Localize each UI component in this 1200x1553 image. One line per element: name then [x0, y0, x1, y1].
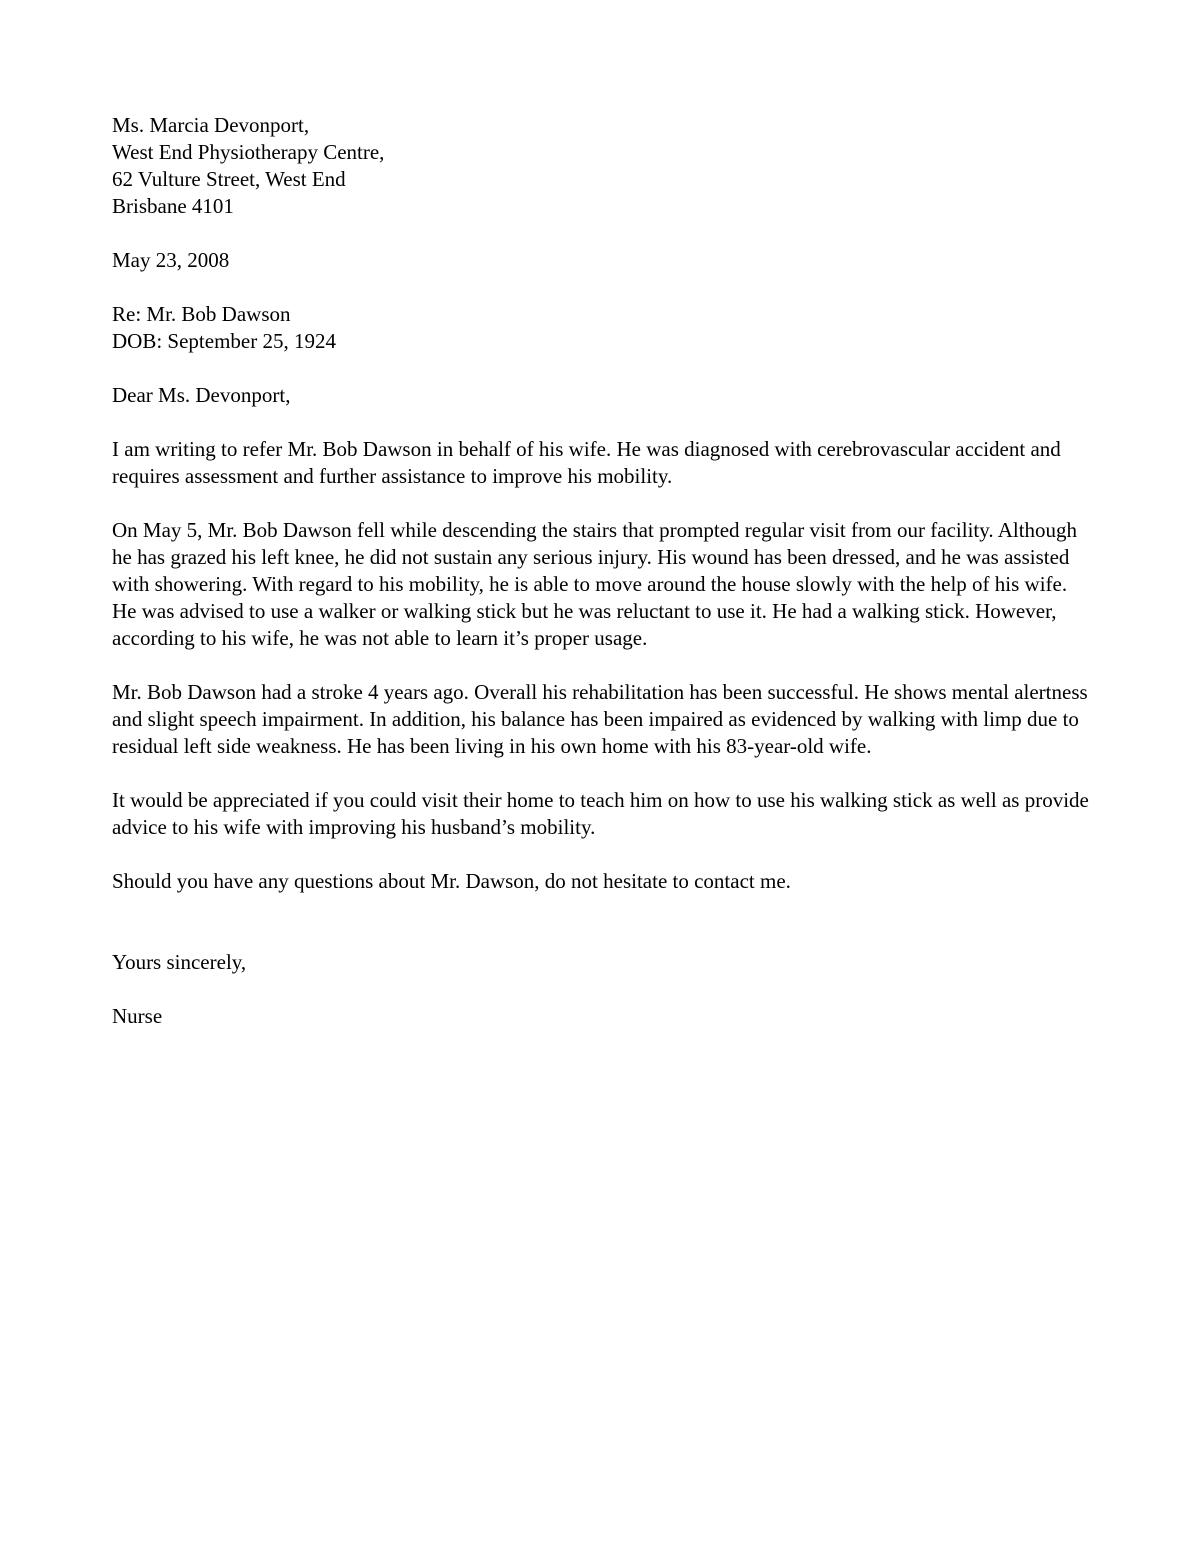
paragraph-history: Mr. Bob Dawson had a stroke 4 years ago. Overall his rehabilitation has been successful. He shows mental alertness and slight speech impairment. In addition, his balance has been impaired as evidenced by walking with limp due to residual left side weakness. He has been living in his own home with his 83-year-old wife.	[112, 680, 1088, 758]
salutation	[112, 382, 1092, 409]
paragraph-contact: Should you have any questions about Mr. Dawson, do not hesitate to contact me.	[112, 869, 791, 893]
paragraph-referral: I am writing to refer Mr. Bob Dawson in behalf of his wife. He was diagnosed with cerebrovascular accident and requires assessment and further assistance to improve his mobility.	[112, 437, 1061, 488]
paragraph-request: It would be appreciated if you could visit their home to teach him on how to use his walking stick as well as provide advice to his wife with improving his husband’s mobility.	[112, 788, 1089, 839]
recipient-city: Brisbane 4101	[112, 194, 234, 218]
reference-block	[112, 301, 1092, 355]
recipient-street: 62 Vulture Street, West End	[112, 167, 346, 191]
reference-dob: DOB: September 25, 1924	[112, 329, 336, 353]
closing-spacer	[112, 922, 1092, 949]
signature	[112, 1003, 1092, 1030]
salutation-text: Dear Ms. Devonport,	[112, 383, 291, 407]
recipient-organization: West End Physiotherapy Centre,	[112, 140, 385, 164]
letter-date	[112, 247, 1092, 274]
recipient-address	[112, 112, 1092, 220]
paragraph-incident: On May 5, Mr. Bob Dawson fell while descending the stairs that prompted regular visit from our facility. Although he has grazed his left knee, he did not sustain any serious injury. His wound has been dressed, and he was assisted with showering. With regard to his mobility, he is able to move around the house slowly with the help of his wife. He was advised to use a walker or walking stick but he was reluctant to use it. He had a walking stick. However, according to his wife, he was not able to learn it’s proper usage.	[112, 518, 1078, 650]
closing-text: Yours sincerely,	[112, 950, 247, 974]
date-text: May 23, 2008	[112, 248, 230, 272]
signature-text: Nurse	[112, 1004, 163, 1028]
letter-body	[112, 112, 1092, 1057]
closing	[112, 949, 1092, 976]
reference-re: Re: Mr. Bob Dawson	[112, 302, 291, 326]
recipient-name: Ms. Marcia Devonport,	[112, 113, 310, 137]
